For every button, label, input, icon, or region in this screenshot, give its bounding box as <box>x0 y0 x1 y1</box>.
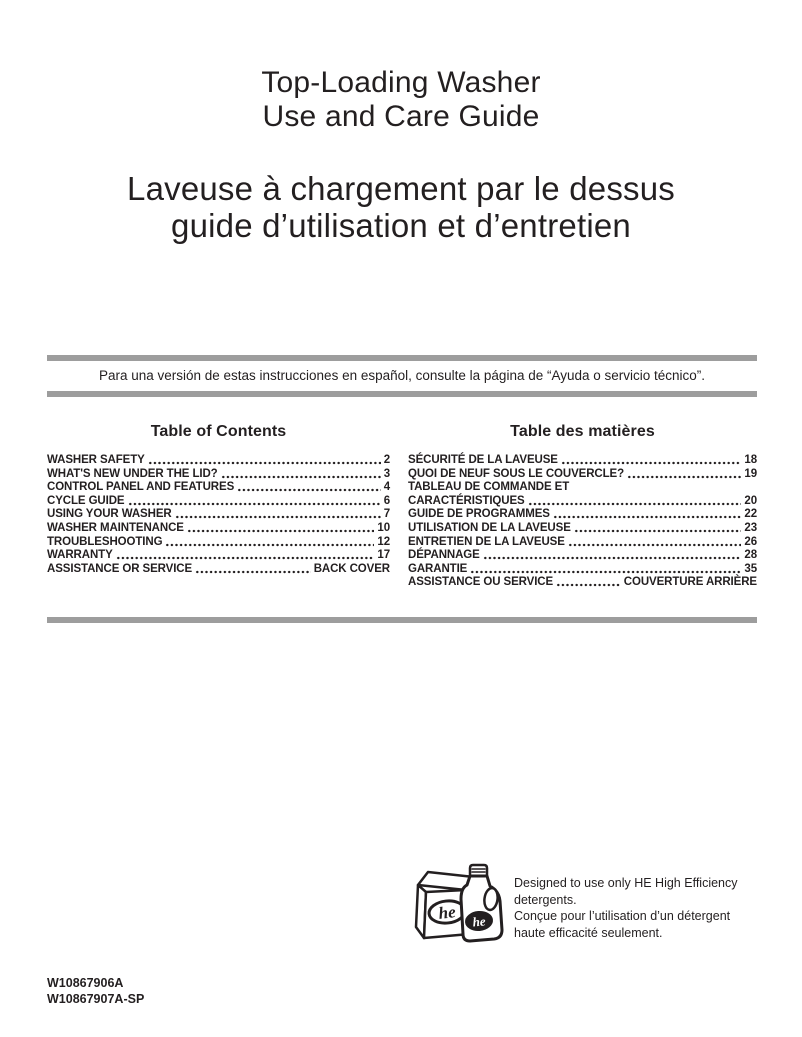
toc-entry <box>47 536 390 550</box>
toc-entry-page: 22 <box>744 508 757 521</box>
toc-entry-label: CARACTÉRISTIQUES <box>408 494 525 507</box>
toc-french-heading: Table des matières <box>510 423 655 440</box>
toc-entry-page: 23 <box>744 521 757 534</box>
toc-entry-page: 18 <box>744 454 757 466</box>
toc-entry-page: 12 <box>377 535 390 548</box>
toc-entry-page: COUVERTURE ARRIÈRE <box>623 576 757 589</box>
toc-entry-page: 7 <box>383 508 390 521</box>
toc-entry-page: 4 <box>383 481 390 494</box>
dot-leader <box>187 522 375 536</box>
dot-leader <box>627 468 741 482</box>
part-number-primary: W10867906A <box>47 976 124 990</box>
dot-leader <box>175 508 381 522</box>
dot-leader <box>195 563 311 577</box>
toc-entry-label: WASHER SAFETY <box>47 454 145 466</box>
toc-entry <box>408 454 757 468</box>
toc-entry <box>408 563 757 577</box>
title-french-line2: guide d’utilisation et d’entretien <box>171 207 631 244</box>
he-notice-line: Designed to use only HE High Efficiency <box>514 876 738 890</box>
toc-entry-page: 17 <box>377 549 390 562</box>
divider-bar-middle <box>47 391 757 397</box>
part-number-secondary: W10867907A-SP <box>47 992 145 1006</box>
toc-entry-page: 26 <box>744 535 757 548</box>
svg-text:he: he <box>437 902 457 923</box>
toc-entry <box>408 481 757 495</box>
toc-entry <box>408 536 757 550</box>
toc-entry-label: CYCLE GUIDE <box>47 494 125 507</box>
toc-entry <box>47 549 390 563</box>
divider-bar-bottom <box>47 617 757 623</box>
toc-english-list <box>47 454 390 576</box>
toc-entry-label: WASHER MAINTENANCE <box>47 521 184 534</box>
he-notice-line: Conçue pour l’utilisation d’un détergent <box>514 909 731 923</box>
dot-leader <box>128 495 381 509</box>
dot-leader <box>470 563 741 577</box>
toc-english-heading: Table of Contents <box>150 423 287 440</box>
toc-french-list <box>408 454 757 590</box>
toc-entry-label: ASSISTANCE OU SERVICE <box>408 576 554 589</box>
toc-entry-page: 3 <box>383 467 390 480</box>
toc-entry-label: CONTROL PANEL AND FEATURES <box>47 481 235 494</box>
toc-entry-page: 6 <box>383 494 390 507</box>
part-numbers <box>47 975 144 1007</box>
toc-entry-page: BACK COVER <box>313 562 390 575</box>
dot-leader <box>221 468 381 482</box>
toc-entry-label: UTILISATION DE LA LAVEUSE <box>408 521 571 534</box>
toc-entry-label: SÉCURITÉ DE LA LAVEUSE <box>408 454 558 466</box>
toc-french <box>408 423 757 590</box>
toc-entry-label: WHAT'S NEW UNDER THE LID? <box>47 467 218 480</box>
toc-entry-label: ASSISTANCE OR SERVICE <box>47 562 193 575</box>
toc-entry-label: GARANTIE <box>408 562 468 575</box>
toc-entry-label: TABLEAU DE COMMANDE ET <box>408 481 570 494</box>
he-detergent-icon <box>404 854 506 946</box>
toc-entry-label: DÉPANNAGE <box>408 549 480 562</box>
dot-leader <box>561 454 742 468</box>
he-notice-text <box>514 875 744 941</box>
title-english-line1: Top-Loading Washer <box>261 66 541 99</box>
dot-leader <box>528 495 742 509</box>
toc-entry-label: USING YOUR WASHER <box>47 508 172 521</box>
dot-leader <box>483 549 742 563</box>
toc-entry <box>408 508 757 522</box>
toc-entry-page: 2 <box>383 454 390 466</box>
title-french <box>0 170 802 244</box>
toc-entry <box>47 495 390 509</box>
toc-entry-label: TROUBLESHOOTING <box>47 535 163 548</box>
dot-leader <box>556 576 621 590</box>
toc-entry-page: 20 <box>744 494 757 507</box>
he-notice-line: haute efficacité seulement. <box>514 925 663 940</box>
toc-entry-page: 28 <box>744 549 757 562</box>
toc-entry <box>408 468 757 482</box>
toc-entry-page: 19 <box>744 467 757 480</box>
divider-bar-top <box>47 355 757 361</box>
he-notice-line: detergents. <box>514 892 577 907</box>
toc-entry <box>47 563 390 577</box>
spanish-notice: Para una versión de estas instrucciones en español, consulte la página de “Ayuda o servicio técnico”. <box>98 368 706 383</box>
toc-entry <box>47 508 390 522</box>
toc-entry-label: GUIDE DE PROGRAMMES <box>408 508 550 521</box>
dot-leader <box>116 549 375 563</box>
toc-entry-page: 35 <box>744 562 757 575</box>
dot-leader <box>148 454 381 468</box>
dot-leader <box>553 508 742 522</box>
title-french-line1: Laveuse à chargement par le dessus <box>127 170 675 207</box>
he-detergent-notice <box>404 854 744 946</box>
toc-entry <box>47 481 390 495</box>
toc-entry <box>47 468 390 482</box>
toc-entry <box>408 549 757 563</box>
toc-entry <box>47 454 390 468</box>
toc-entry-page: 10 <box>377 521 390 534</box>
toc-entry <box>408 522 757 536</box>
toc-entry <box>408 576 757 590</box>
toc-entry-label: QUOI DE NEUF SOUS LE COUVERCLE? <box>408 467 625 480</box>
title-english <box>0 66 802 134</box>
toc-entry <box>47 522 390 536</box>
dot-leader <box>237 481 381 495</box>
svg-text:he: he <box>471 913 487 930</box>
toc-english <box>47 423 390 576</box>
title-english-line2: Use and Care Guide <box>262 100 540 133</box>
dot-leader <box>574 522 742 536</box>
toc-entry <box>408 495 757 509</box>
dot-leader <box>165 536 374 550</box>
dot-leader <box>568 536 742 550</box>
toc-entry-label: ENTRETIEN DE LA LAVEUSE <box>408 535 565 548</box>
toc-entry-label: WARRANTY <box>47 549 113 562</box>
